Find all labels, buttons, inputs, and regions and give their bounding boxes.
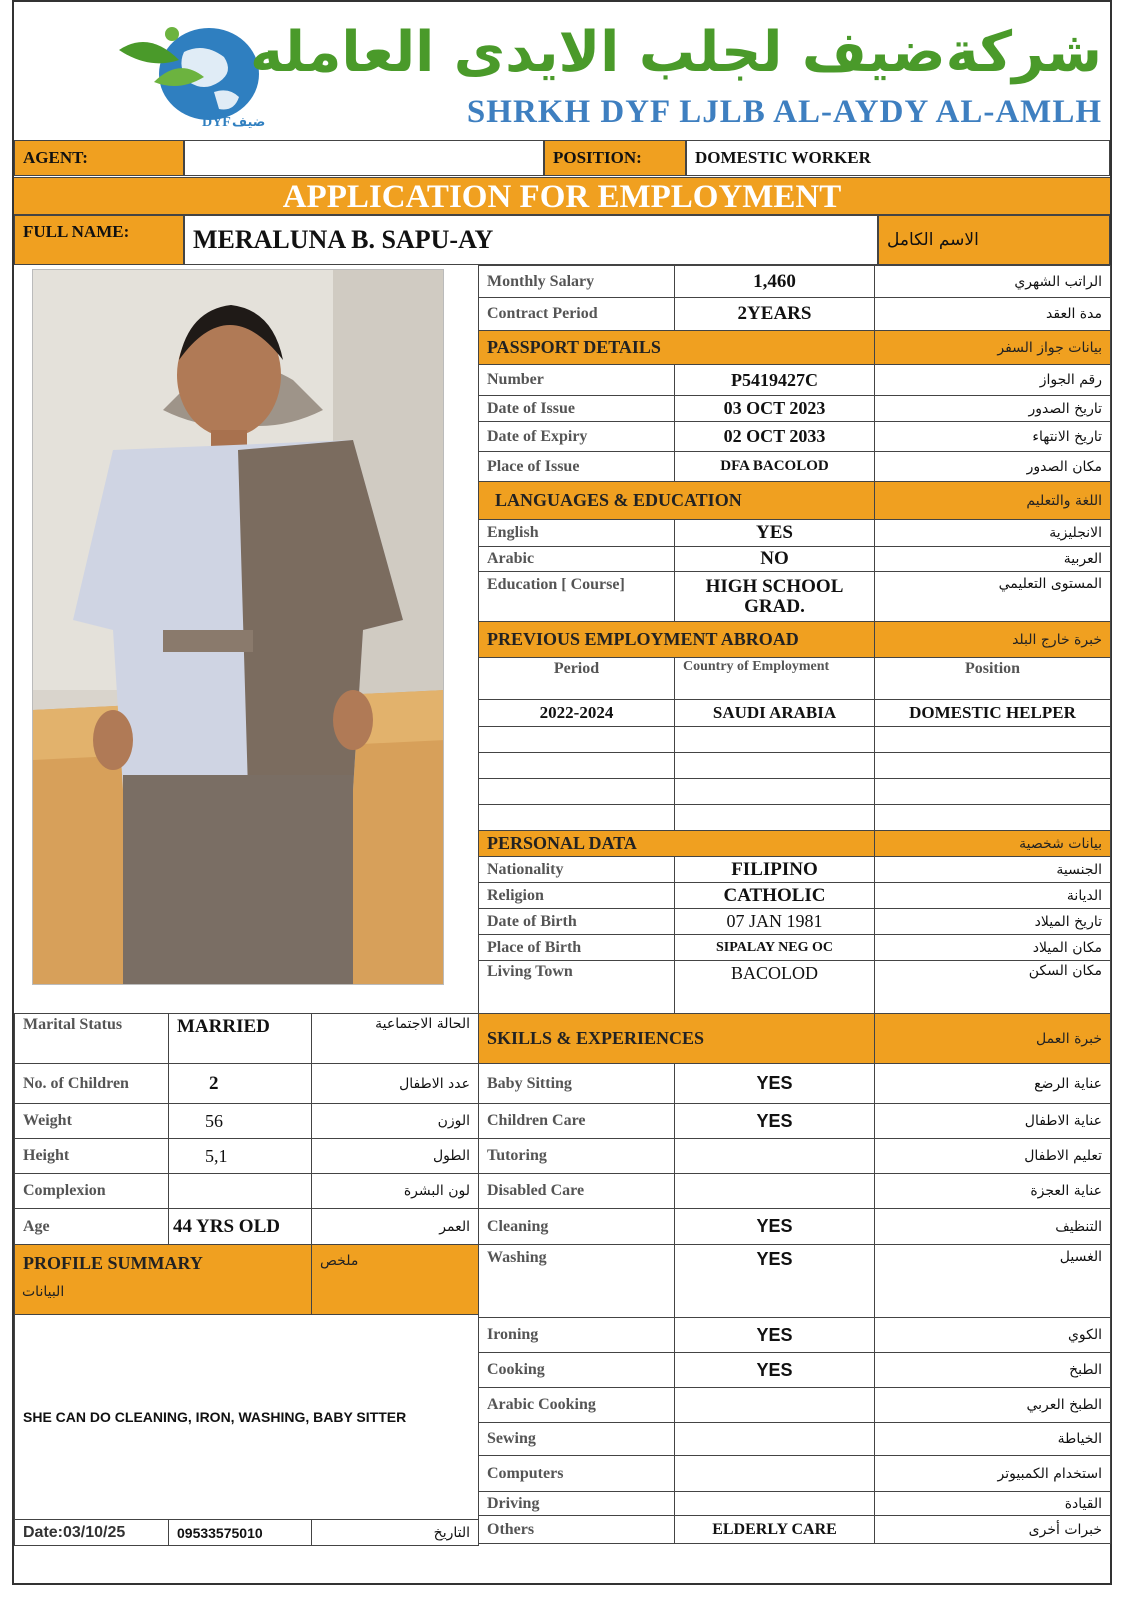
skill-label: Arabic Cooking — [479, 1388, 675, 1423]
prev-period: 2022-2024 — [479, 700, 675, 727]
prev-country — [675, 805, 875, 831]
table-row — [479, 727, 1111, 753]
company-name-arabic: شركةضيف لجلب الايدى العامله — [249, 20, 1102, 85]
skills-heading: SKILLS & EXPERIENCES — [479, 1014, 875, 1064]
weight-label: Weight — [15, 1104, 169, 1139]
complexion-label-ar: لون البشرة — [312, 1174, 479, 1209]
prev-position — [875, 779, 1111, 805]
agent-position-row — [14, 140, 1110, 176]
skill-label: Others — [479, 1516, 675, 1544]
table-row — [15, 1174, 479, 1209]
table-row — [479, 805, 1111, 831]
issue-place-label: Place of Issue — [479, 452, 675, 482]
contract-period-value: 2YEARS — [675, 298, 875, 331]
table-row — [479, 909, 1111, 935]
children-label-ar: عدد الاطفال — [312, 1064, 479, 1104]
skill-value: YES — [675, 1353, 875, 1388]
table-row — [479, 1388, 1111, 1423]
skill-value: YES — [675, 1209, 875, 1245]
education-value: HIGH SCHOOL GRAD. — [675, 572, 875, 622]
arabic-value: NO — [675, 547, 875, 572]
prev-position — [875, 805, 1111, 831]
col-position: Position — [875, 658, 1111, 700]
full-name-value: MERALUNA B. SAPU-AY — [184, 215, 878, 265]
marital-status-label: Marital Status — [15, 1014, 169, 1064]
table-row — [479, 365, 1111, 396]
table-row — [479, 700, 1111, 727]
section-heading-row — [479, 622, 1111, 658]
position-value: DOMESTIC WORKER — [686, 140, 1110, 176]
profile-summary-text: SHE CAN DO CLEANING, IRON, WASHING, BABY SITTER — [15, 1315, 479, 1520]
table-row — [479, 883, 1111, 909]
prev-period — [479, 727, 675, 753]
issue-place-label-ar: مكان الصدور — [875, 452, 1111, 482]
previous-employment-heading-ar: خبرة خارج البلد — [875, 622, 1111, 658]
birth-place-label: Place of Birth — [479, 935, 675, 961]
weight-value: 56 — [169, 1104, 312, 1139]
skill-value — [675, 1174, 875, 1209]
table-row — [479, 520, 1111, 547]
date-label: Date:03/10/25 — [15, 1520, 169, 1546]
table-row — [479, 935, 1111, 961]
nationality-label-ar: الجنسية — [875, 857, 1111, 883]
prev-period — [479, 805, 675, 831]
age-value: 44 YRS OLD — [169, 1209, 312, 1245]
passport-number-label-ar: رقم الجواز — [875, 365, 1111, 396]
passport-heading-ar: بيانات جواز السفر — [875, 331, 1111, 365]
education-label: Education [ Course] — [479, 572, 675, 622]
education-label-ar: المستوى التعليمي — [875, 572, 1111, 622]
english-value: YES — [675, 520, 875, 547]
table-row — [479, 1318, 1111, 1353]
weight-label-ar: الوزن — [312, 1104, 479, 1139]
contract-period-label: Contract Period — [479, 298, 675, 331]
passport-number-value: P5419427C — [675, 365, 875, 396]
profile-summary-heading-ar: ملخص — [312, 1245, 479, 1315]
logo-text-en: DYF — [202, 115, 231, 130]
salary-value: 1,460 — [675, 266, 875, 298]
birth-date-value: 07 JAN 1981 — [675, 909, 875, 935]
issue-date-label: Date of Issue — [479, 396, 675, 422]
birth-date-label-ar: تاريخ الميلاد — [875, 909, 1111, 935]
skill-value: YES — [675, 1104, 875, 1139]
skill-value — [675, 1492, 875, 1516]
applicant-photo-illustration — [33, 270, 444, 985]
birth-date-label: Date of Birth — [479, 909, 675, 935]
prev-position: DOMESTIC HELPER — [875, 700, 1111, 727]
full-name-label: FULL NAME: — [14, 215, 184, 265]
table-row — [479, 1456, 1111, 1492]
skill-label-ar: تعليم الاطفال — [875, 1139, 1111, 1174]
children-label: No. of Children — [15, 1064, 169, 1104]
religion-value: CATHOLIC — [675, 883, 875, 909]
table-row — [479, 1353, 1111, 1388]
living-town-label-ar: مكان السكن — [875, 961, 1111, 1018]
expiry-date-label-ar: تاريخ الانتهاء — [875, 422, 1111, 452]
skill-label: Washing — [479, 1245, 675, 1318]
marital-status-value: MARRIED — [169, 1014, 312, 1064]
table-row — [479, 779, 1111, 805]
table-row — [15, 1064, 479, 1104]
skill-label: Baby Sitting — [479, 1064, 675, 1104]
date-label-ar: التاريخ — [312, 1520, 479, 1546]
section-heading-row — [15, 1245, 479, 1315]
details-table — [478, 265, 1111, 1018]
expiry-date-label: Date of Expiry — [479, 422, 675, 452]
skill-value — [675, 1423, 875, 1456]
table-row — [479, 572, 1111, 622]
table-header-row — [479, 658, 1111, 700]
phone-number: 09533575010 — [169, 1520, 312, 1546]
table-row — [15, 1209, 479, 1245]
skill-label: Children Care — [479, 1104, 675, 1139]
skill-label-ar: الطبخ — [875, 1353, 1111, 1388]
skill-label-ar: عناية الرضع — [875, 1064, 1111, 1104]
skill-label: Tutoring — [479, 1139, 675, 1174]
religion-label-ar: الديانة — [875, 883, 1111, 909]
skill-value — [675, 1388, 875, 1423]
table-row — [15, 1139, 479, 1174]
full-name-label-ar: الاسم الكامل — [878, 215, 1110, 265]
profile-summary-heading-ar2: البيانات — [22, 1284, 65, 1300]
issue-place-value: DFA BACOLOD — [675, 452, 875, 482]
skill-value: YES — [675, 1245, 875, 1318]
arabic-label-ar: العربية — [875, 547, 1111, 572]
logo-text-ar: ضيف — [232, 115, 266, 130]
table-row — [479, 1423, 1111, 1456]
table-row — [479, 1492, 1111, 1516]
religion-label: Religion — [479, 883, 675, 909]
col-country: Country of Employment — [675, 658, 875, 700]
prev-country — [675, 753, 875, 779]
skill-label: Ironing — [479, 1318, 675, 1353]
table-row — [479, 961, 1111, 1018]
complexion-label: Complexion — [15, 1174, 169, 1209]
birth-place-value: SIPALAY NEG OC — [675, 935, 875, 961]
section-heading-row — [479, 482, 1111, 520]
table-row — [479, 1139, 1111, 1174]
prev-position — [875, 753, 1111, 779]
skill-label-ar: الطبخ العربي — [875, 1388, 1111, 1423]
agent-value — [184, 140, 544, 176]
complexion-value — [169, 1174, 312, 1209]
skill-label: Cleaning — [479, 1209, 675, 1245]
passport-number-label: Number — [479, 365, 675, 396]
living-town-value: BACOLOD — [675, 961, 875, 1018]
skill-label-ar: الخياطة — [875, 1423, 1111, 1456]
marital-status-label-ar: الحالة الاجتماعية — [312, 1014, 479, 1064]
age-label-ar: العمر — [312, 1209, 479, 1245]
skill-value — [675, 1139, 875, 1174]
birth-place-label-ar: مكان الميلاد — [875, 935, 1111, 961]
table-row — [479, 396, 1111, 422]
table-row — [479, 422, 1111, 452]
company-name-english: SHRKH DYF LJLB AL-AYDY AL-AMLH — [466, 94, 1102, 130]
skill-label-ar: استخدام الكمبيوتر — [875, 1456, 1111, 1492]
skill-value: ELDERLY CARE — [675, 1516, 875, 1544]
skill-label-ar: الكوي — [875, 1318, 1111, 1353]
prev-period — [479, 779, 675, 805]
skill-value: YES — [675, 1064, 875, 1104]
skill-label-ar: التنظيف — [875, 1209, 1111, 1245]
skill-label: Computers — [479, 1456, 675, 1492]
languages-heading-ar: اللغة والتعليم — [875, 482, 1111, 520]
personal-data-heading-ar: بيانات شخصية — [875, 831, 1111, 857]
height-value: 5,1 — [169, 1139, 312, 1174]
table-row — [479, 753, 1111, 779]
table-row — [479, 298, 1111, 331]
languages-heading: LANGUAGES & EDUCATION — [479, 482, 875, 520]
personal-stats-table — [14, 1013, 479, 1546]
salary-label-ar: الراتب الشهري — [875, 266, 1111, 298]
prev-position — [875, 727, 1111, 753]
personal-data-heading: PERSONAL DATA — [479, 831, 875, 857]
arabic-label: Arabic — [479, 547, 675, 572]
issue-date-value: 03 OCT 2023 — [675, 396, 875, 422]
section-heading-row — [479, 831, 1111, 857]
skill-label-ar: خبرات أخرى — [875, 1516, 1111, 1544]
skill-value: YES — [675, 1318, 875, 1353]
prev-country: SAUDI ARABIA — [675, 700, 875, 727]
application-form — [12, 0, 1112, 1585]
contract-period-label-ar: مدة العقد — [875, 298, 1111, 331]
full-name-row — [14, 215, 1110, 265]
skill-label-ar: عناية الاطفال — [875, 1104, 1111, 1139]
table-row — [479, 1209, 1111, 1245]
skills-heading-ar: خبرة العمل — [875, 1014, 1111, 1064]
table-row — [479, 857, 1111, 883]
table-row — [479, 1245, 1111, 1318]
passport-heading: PASSPORT DETAILS — [479, 331, 875, 365]
nationality-label: Nationality — [479, 857, 675, 883]
skill-label-ar: الغسيل — [875, 1245, 1111, 1318]
table-row — [479, 452, 1111, 482]
agent-label: AGENT: — [14, 140, 184, 176]
skill-label-ar: عناية العجزة — [875, 1174, 1111, 1209]
living-town-label: Living Town — [479, 961, 675, 1018]
english-label-ar: الانجليزية — [875, 520, 1111, 547]
table-row — [479, 547, 1111, 572]
skill-label-ar: القيادة — [875, 1492, 1111, 1516]
section-heading-row — [479, 1014, 1111, 1064]
applicant-photo — [32, 269, 444, 985]
profile-summary-heading: PROFILE SUMMARY — [15, 1245, 312, 1315]
company-header — [14, 2, 1110, 140]
form-title: APPLICATION FOR EMPLOYMENT — [14, 177, 1110, 215]
col-period: Period — [479, 658, 675, 700]
expiry-date-value: 02 OCT 2033 — [675, 422, 875, 452]
skill-label: Driving — [479, 1492, 675, 1516]
section-heading-row — [479, 331, 1111, 365]
height-label-ar: الطول — [312, 1139, 479, 1174]
issue-date-label-ar: تاريخ الصدور — [875, 396, 1111, 422]
previous-employment-heading: PREVIOUS EMPLOYMENT ABROAD — [479, 622, 875, 658]
prev-country — [675, 727, 875, 753]
height-label: Height — [15, 1139, 169, 1174]
position-label: POSITION: — [544, 140, 686, 176]
salary-label: Monthly Salary — [479, 266, 675, 298]
table-row — [15, 1520, 479, 1546]
skill-label: Disabled Care — [479, 1174, 675, 1209]
nationality-value: FILIPINO — [675, 857, 875, 883]
skill-label: Sewing — [479, 1423, 675, 1456]
prev-period — [479, 753, 675, 779]
table-row — [15, 1104, 479, 1139]
skills-table — [478, 1013, 1111, 1544]
age-label: Age — [15, 1209, 169, 1245]
english-label: English — [479, 520, 675, 547]
children-value: 2 — [169, 1064, 312, 1104]
profile-summary-row — [15, 1315, 479, 1520]
table-row — [479, 1174, 1111, 1209]
prev-country — [675, 779, 875, 805]
table-row — [479, 1104, 1111, 1139]
skill-label: Cooking — [479, 1353, 675, 1388]
table-row — [479, 1516, 1111, 1544]
table-row — [15, 1014, 479, 1064]
table-row — [479, 266, 1111, 298]
skill-value — [675, 1456, 875, 1492]
table-row — [479, 1064, 1111, 1104]
